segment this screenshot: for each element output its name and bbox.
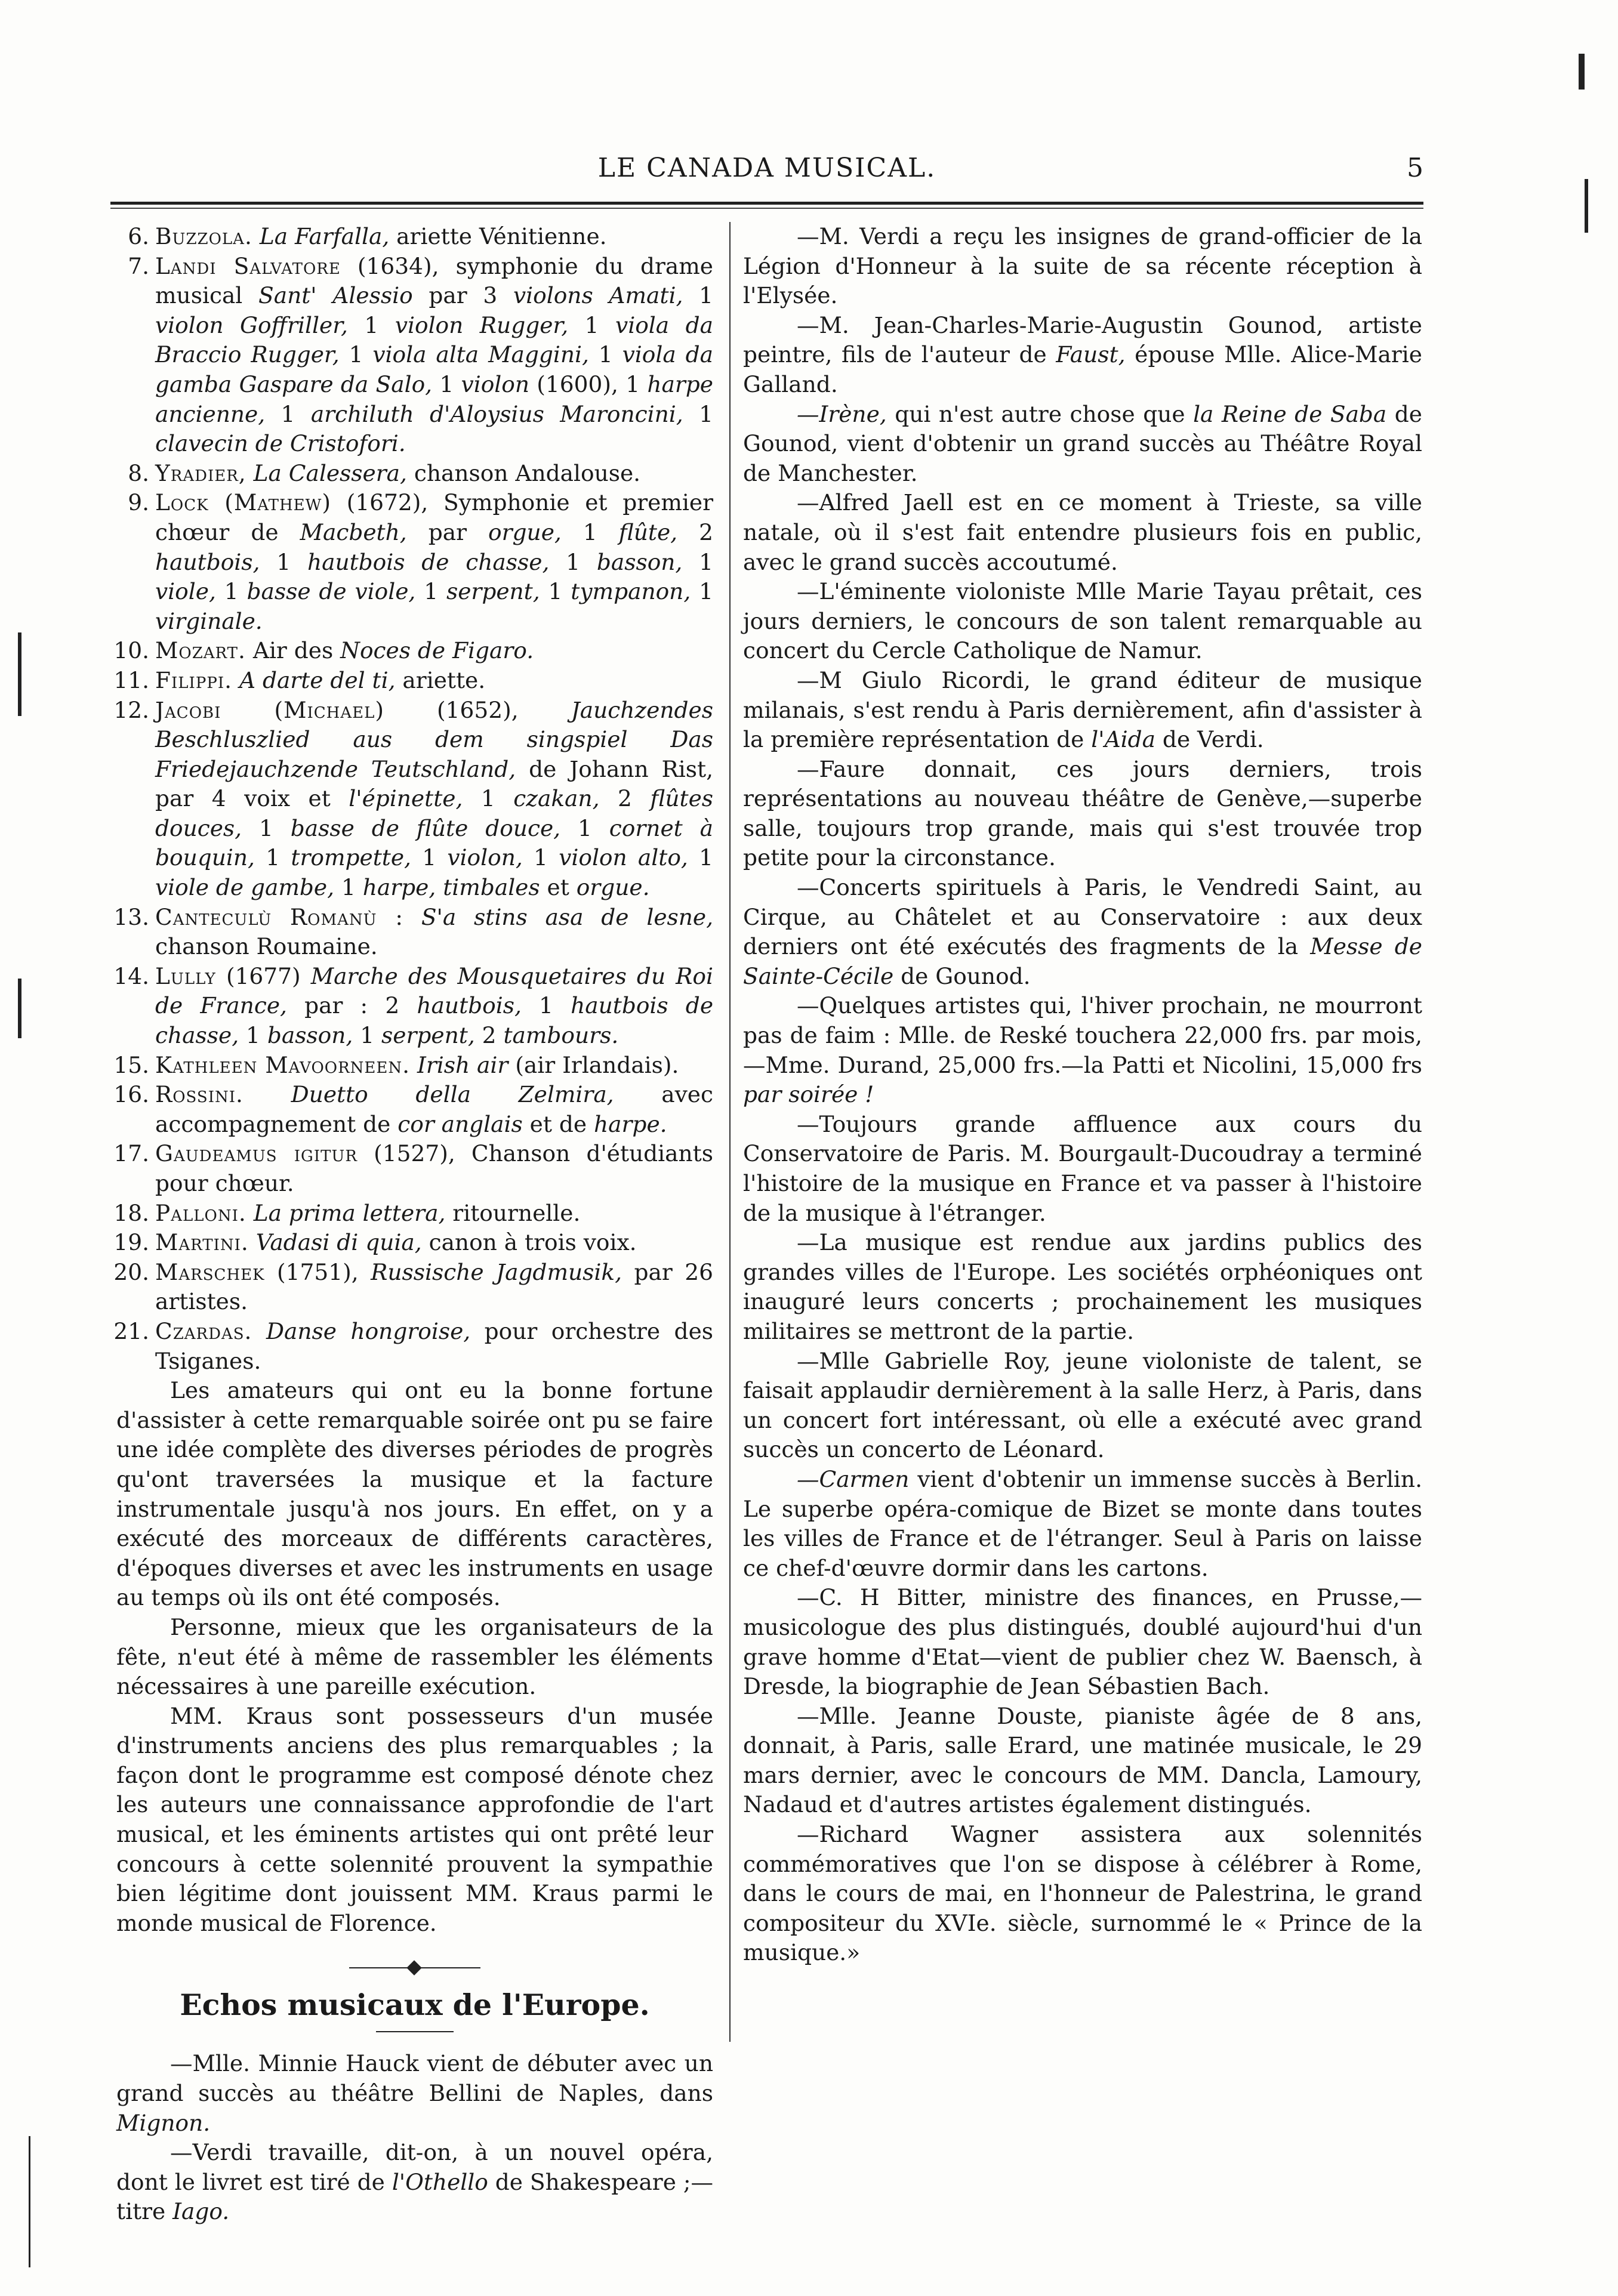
italic-text: orgue. (576, 874, 650, 901)
italic-text: hautbois, (155, 548, 260, 575)
italic-text: Danse hongroise, (266, 1317, 471, 1344)
composer-name: Filippi. (155, 666, 233, 693)
composer-name: Martini. (155, 1229, 249, 1256)
italic-text: cornet à bouquin, (155, 814, 713, 871)
left-column (113, 222, 714, 2227)
composer-name: Gaudeamus igitur (155, 1140, 357, 1167)
italic-text: harpe. (594, 1110, 667, 1137)
italic-text: l'épinette, (349, 785, 463, 812)
italic-text: Sant' Alessio (258, 282, 413, 309)
program-item-number: 19. (113, 1229, 149, 1256)
italic-text: virginale. (155, 607, 263, 634)
echo-item (743, 488, 1422, 577)
echo-item (743, 311, 1422, 400)
program-item (113, 1080, 713, 1139)
text-run: 1 (265, 400, 311, 427)
text-run: 1 (353, 1022, 382, 1049)
text-run: par 26 artistes. (155, 1258, 713, 1315)
italic-text: par soirée ! (743, 1081, 874, 1108)
echo-item (743, 1465, 1422, 1583)
echo-item (743, 1228, 1422, 1346)
echo-item (743, 1820, 1422, 1968)
italic-text: Macbeth, (300, 519, 407, 545)
text-run: 1 (691, 578, 713, 605)
italic-text: archiluth d'Aloysius Maroncini, (310, 400, 683, 427)
text-run: ritournelle. (445, 1199, 581, 1226)
italic-text: viola alta Maggini, (372, 341, 589, 368)
program-item (113, 962, 714, 1051)
text-run (232, 667, 239, 693)
text-run: 1 (561, 519, 619, 545)
italic-text: l'Aida (1091, 726, 1156, 753)
scan-mark (18, 979, 21, 1038)
italic-text: hautbois de chasse, (155, 992, 714, 1049)
text-run: —L'éminente violoniste Mlle Marie Tayau prêtait, ces jours derniers, le concours de son talent remarquable au concert du Cercle Catholique de Namur. (743, 578, 1422, 664)
program-item-number: 16. (113, 1081, 149, 1108)
text-run: 1 (549, 548, 597, 575)
text-run: —Alfred Jaell est en ce moment à Trieste, sa ville natale, où il s'est fait entendre plusieurs fois en public, avec le grand succès accoutumé. (743, 489, 1422, 575)
echo-item (743, 1583, 1422, 1701)
program-item (113, 1228, 713, 1258)
text-run: (1652), (384, 696, 571, 723)
text-run (252, 223, 260, 249)
text-run: 1 (347, 311, 395, 338)
text-run: —M. Verdi a reçu les insignes de grand-officier de la Légion d'Honneur à la suite de sa récente réception à l'Elysée. (743, 223, 1422, 309)
text-run: épouse Mlle. Alice-Marie Galland. (743, 341, 1422, 397)
text-run: (1527), Chanson d'étudiants pour chœur. (155, 1140, 713, 1196)
program-item-number: 21. (113, 1317, 149, 1344)
italic-text: harpe ancienne, (155, 371, 713, 427)
text-run: par : 2 (286, 992, 417, 1019)
composer-name: Czardas. (155, 1317, 252, 1344)
text-run: pour orchestre des Tsiganes. (155, 1317, 713, 1374)
column-divider (729, 222, 731, 2042)
italic-text: harpe, timbales (362, 874, 540, 901)
italic-text: czakan, (513, 785, 600, 812)
program-item (113, 636, 713, 666)
italic-text: A darte del ti, (239, 666, 396, 693)
text-run: et de (522, 1110, 594, 1137)
section-title: Echos musicaux de l'Europe. (180, 1988, 650, 2023)
program-item-number: 9. (128, 489, 149, 516)
text-run: 1 (411, 844, 448, 871)
text-run: 1 (260, 548, 307, 575)
composer-name: Buzzola. (155, 223, 252, 249)
echos-left (116, 2049, 713, 2227)
program-item-number: 15. (113, 1051, 149, 1078)
composer-name: Landi Salvatore (155, 252, 341, 279)
italic-text: La prima lettera, (253, 1199, 446, 1226)
program-item (116, 459, 713, 489)
program-item (116, 252, 713, 459)
italic-text: viola da Braccio Rugger, (155, 311, 713, 368)
program-item (113, 1199, 713, 1229)
text-run: 2 (677, 519, 713, 545)
text-run: chanson Andalouse. (406, 459, 641, 486)
text-run: 1 (339, 341, 373, 368)
program-item-number: 14. (113, 962, 149, 989)
program-item (113, 1051, 713, 1081)
text-run: 1 (522, 844, 559, 871)
text-run: 1 (521, 992, 571, 1019)
section-ornament (349, 1962, 480, 1974)
text-run: (1751), (264, 1258, 371, 1285)
text-run: 1 (415, 578, 446, 605)
text-run: —Mlle. Jeanne Douste, pianiste âgée de 8 ans, donnait, à Paris, salle Erard, une matinée musicale, le 29 mars dernier, avec le concours de MM. Dancla, Lamoury, Nadaud et d'autres artistes également distingués. (743, 1702, 1422, 1818)
text-run: —Faure donnait, ces jours derniers, trois représentations au nouveau théâtre de Genève,—superbe salle, toujours trop grande, mais qui s'est trouvée trop petite pour la circonstance. (743, 755, 1422, 871)
text-run: —C. H Bitter, ministre des finances, en Prusse,—musicologue des plus distingués, doublé aujourd'hui d'un grave homme d'Etat—vient de publier chez W. Baensch, à Dresde, la biographie de Jean Sébastien Bach. (743, 1584, 1422, 1700)
echo-item (743, 873, 1422, 991)
text-run: —Toujours grande affluence aux cours du Conservatoire de Paris. M. Bourgault-Ducoudray a terminé l'histoire de la musique en France et va passer à l'histoire de la musique à l'étranger. (743, 1110, 1422, 1226)
echo-item (743, 755, 1422, 873)
text-run: (1677) (215, 962, 311, 989)
echo-item (743, 1702, 1422, 1820)
italic-text: tambours. (503, 1022, 619, 1049)
concert-program-list (113, 222, 714, 1376)
italic-text: cor anglais (397, 1110, 523, 1137)
text-run: vient d'obtenir un immense succès à Berlin. Le superbe opéra-comique de Bizet se monte dans toutes les villes de France et de l'étranger. Seul à Paris on laisse ce chef-d'œuvre dormir dans les cartons. (743, 1465, 1422, 1581)
text-run (244, 1081, 291, 1107)
echo-item (743, 222, 1422, 311)
program-item-number: 7. (128, 252, 149, 279)
text-run: (1600), 1 (529, 371, 648, 397)
text-run (252, 1318, 266, 1344)
italic-text: hautbois, (417, 992, 522, 1019)
text-run: —M. Jean-Charles-Marie-Augustin Gounod, artiste peintre, fils de l'auteur de (743, 311, 1422, 368)
italic-text: orgue, (488, 519, 562, 545)
text-run: 1 (432, 371, 461, 397)
echos-right (743, 222, 1422, 1968)
program-item-number: 13. (113, 903, 149, 930)
text-run: 2 (474, 1022, 504, 1049)
text-run: de Verdi. (1155, 726, 1264, 753)
text-run: (1634), symphonie du drame musical (155, 252, 713, 309)
program-item (113, 903, 714, 962)
composer-name: Lock (Mathew) (155, 489, 331, 516)
composer-name: Mozart. (155, 637, 246, 664)
echo-item (743, 1347, 1422, 1465)
program-item-number: 20. (113, 1258, 149, 1285)
text-run: chanson Roumaine. (155, 933, 378, 960)
composer-name: Palloni. (155, 1199, 246, 1226)
text-run: 1 (683, 400, 713, 427)
program-item (113, 666, 713, 696)
text-run: ariette. (395, 666, 486, 693)
italic-text: Russische Jagdmusik, (371, 1258, 622, 1285)
program-item (113, 1258, 713, 1317)
concert-review (116, 1376, 713, 1938)
italic-text: S'a stins asa de lesne, (421, 903, 714, 930)
italic-text: Marche des Mousquetaires du Roi de France, (155, 962, 713, 1019)
text-run: —Quelques artistes qui, l'hiver prochain, ne mourront pas de faim : Mlle. de Reské touchera 22,000 frs. par mois,—Mme. Durand, 25,000 frs.—la Patti et Nicolini, 15,000 frs (743, 992, 1422, 1078)
text-run: 1 (242, 814, 291, 841)
text-run: 1 (688, 844, 713, 871)
text-run: —Mlle. Minnie Hauck vient de débuter avec un grand succès au théâtre Bellini de Naples, dans (116, 2050, 713, 2107)
text-run: 1 (540, 578, 571, 605)
italic-text: Mignon. (116, 2109, 211, 2136)
scan-mark (29, 2136, 30, 2267)
scan-mark (1579, 54, 1585, 90)
italic-text: violon alto, (559, 844, 688, 871)
text-run: canon à trois voix. (421, 1229, 637, 1256)
italic-text: La Farfalla, (259, 223, 390, 249)
journal-title: LE CANADA MUSICAL. (597, 153, 936, 183)
composer-name: Lully (155, 962, 216, 989)
text-run: 1 (568, 311, 616, 338)
italic-text: La Calessera, (253, 459, 407, 486)
text-run: 1 (463, 785, 514, 812)
italic-text: clavecin de Cristofori. (155, 430, 406, 457)
text-run: (1672), Symphonie et premier chœur de (155, 489, 714, 545)
italic-text: Jauchzendes Beschluszlied aus dem singspiel Das Friedejauchzende Teutschland, (155, 696, 713, 782)
text-run (410, 1052, 417, 1078)
composer-name: Kathleen Mavoorneen. (155, 1051, 411, 1078)
text-run: ariette Vénitienne. (389, 223, 607, 249)
text-run: par 3 (412, 282, 513, 309)
scan-mark (18, 632, 21, 716)
italic-text: viole de gambe, (155, 874, 335, 901)
italic-text: Duetto della Zelmira, (291, 1081, 614, 1108)
italic-text: violon (461, 371, 530, 397)
section-title-rule (376, 2031, 454, 2032)
italic-text: violon Rugger, (395, 311, 569, 338)
program-item (113, 1139, 713, 1198)
italic-text: la Reine de Saba (1193, 400, 1387, 427)
echo-item (743, 666, 1422, 755)
text-run: —Verdi travaille, dit-on, à un nouvel opéra, dont le livret est tiré de (116, 2139, 713, 2195)
echo-item (743, 400, 1422, 489)
text-run: 1 (588, 341, 622, 368)
text-run: qui n'est autre chose que (886, 400, 1194, 427)
text-run: par (406, 519, 489, 545)
italic-text: Vadasi di quia, (255, 1229, 422, 1256)
italic-text: trompette, (291, 844, 411, 871)
text-run: de Shakespeare ;—titre (116, 2168, 713, 2225)
italic-text: tympanon, (571, 578, 691, 605)
text-run: 1 (682, 548, 713, 575)
text-run: —Richard Wagner assistera aux solennités commémoratives que l'on se dispose à célébrer à Rome, dans le cours de mai, en l'honneur de Palestrina, le grand compositeur du XVIe. siècle, surnommé le « Prince de la musique.» (743, 1821, 1422, 1966)
text-run (246, 460, 254, 486)
text-run: 1 (560, 814, 609, 841)
italic-text: basse de flûte douce, (290, 814, 561, 841)
echo-item (116, 2049, 713, 2138)
text-run: —Concerts spirituels à Paris, le Vendredi Saint, au Cirque, au Châtelet et au Conservatoire : aux deux derniers ont été exécutés des fragments de la (743, 874, 1422, 960)
italic-text: Faust, (1056, 341, 1126, 368)
italic-text: serpent, (446, 578, 540, 605)
italic-text: Messe de Sainte-Cécile (743, 933, 1422, 989)
text-run: —Mlle Gabrielle Roy, jeune violoniste de talent, se faisait applaudir dernièrement à la salle Herz, à Paris, dans un concert fort intéressant, où elle a exécuté avec grand succès un concerto de Léonard. (743, 1347, 1422, 1463)
italic-text: flûte, (618, 519, 678, 545)
composer-name: Rossini. (155, 1081, 244, 1108)
italic-text: serpent, (381, 1022, 475, 1049)
header-rule (110, 202, 1423, 205)
text-run (249, 1229, 256, 1255)
italic-text: violon, (447, 844, 523, 871)
page-number: 5 (1407, 153, 1423, 183)
composer-name: Jacobi (Michael) (155, 696, 384, 723)
program-item-number: 18. (113, 1199, 149, 1226)
italic-text: viole, (155, 578, 216, 605)
program-item (116, 488, 713, 636)
italic-text: violons Amati, (513, 282, 683, 309)
text-run: et (540, 874, 577, 901)
italic-text: —Carmen (797, 1465, 910, 1492)
text-run: 1 (334, 874, 363, 901)
text-run: 2 (599, 785, 651, 812)
italic-text: basson, (267, 1022, 353, 1049)
text-run: —M Giulo Ricordi, le grand éditeur de musique milanais, s'est rendu à Paris dernièrement, afin d'assister à la première représentation de (743, 666, 1422, 753)
italic-text: Noces de Figaro. (340, 637, 534, 664)
page-header (110, 148, 1423, 190)
italic-text: l'Othello (392, 2168, 488, 2195)
composer-name: Canteculù Romanù : (155, 903, 403, 930)
text-run: 1 (239, 1022, 267, 1049)
program-item (116, 222, 713, 252)
program-item-number: 12. (113, 696, 149, 723)
text-run: —La musique est rendue aux jardins publics des grandes villes de l'Europe. Les sociétés orphéoniques ont inauguré leurs concerts ; prochainement les musiques militaires se mettront de la partie. (743, 1229, 1422, 1344)
italic-text: basson, (596, 548, 683, 575)
text-run: 1 (254, 844, 291, 871)
italic-text: hautbois de chasse, (307, 548, 550, 575)
program-item-number: 10. (113, 637, 149, 664)
echo-item (116, 2138, 713, 2227)
italic-text: viola da gamba Gaspare da Salo, (155, 341, 713, 397)
paragraph: Les amateurs qui ont eu la bonne fortune d'assister à cette remarquable soirée ont pu se faire une idée complète des diverses périodes de progrès qu'ont traversées la musique et la facture instrumentale jusqu'à nos jours. En effet, on y a exécuté des morceaux de différents caractères, d'époques diverses et avec les instruments en usage au temps où ils ont été composés. (116, 1377, 713, 1611)
text-run: Air des (245, 637, 341, 664)
italic-text: —Irène, (797, 400, 887, 427)
text-run: avec accompagnement de (155, 1081, 713, 1137)
echo-item (743, 1110, 1422, 1228)
text-run: 1 (215, 578, 247, 605)
program-item (113, 1317, 713, 1376)
program-item-number: 11. (113, 666, 149, 693)
text-run (246, 1200, 254, 1226)
text-run: de Gounod. (893, 962, 1031, 989)
program-item-number: 6. (128, 223, 149, 249)
scan-mark (1585, 179, 1588, 233)
program-item-number: 17. (113, 1140, 149, 1167)
italic-text: flûtes douces, (155, 785, 714, 841)
text-run: 1 (683, 282, 713, 309)
right-column (743, 222, 1422, 1968)
italic-text: Iago. (172, 2198, 230, 2225)
program-item-number: 8. (128, 459, 149, 486)
header-rule-thin (110, 208, 1423, 209)
composer-name: Marschek (155, 1258, 265, 1285)
italic-text: Irish air (417, 1051, 508, 1078)
italic-text: basse de viole, (246, 578, 416, 605)
italic-text: violon Goffriller, (155, 311, 348, 338)
program-item (113, 696, 714, 903)
echo-item (743, 991, 1422, 1109)
composer-name: Yradier, (155, 459, 246, 486)
paragraph: Personne, mieux que les organisateurs de la fête, n'eut été à même de rassembler les éléments nécessaires à une pareille exécution. (116, 1613, 713, 1700)
echo-item (743, 577, 1422, 666)
text-run: de Johann Rist, par 4 voix et (155, 755, 713, 812)
text-run: (air Irlandais). (508, 1051, 679, 1078)
paragraph: MM. Kraus sont possesseurs d'un musée d'instruments anciens des plus remarquables ; la façon dont le programme est composé dénote chez les auteurs une connaissance approfondie de l'art musical, et les éminents artistes qui ont prêté leur concours à cette solennité prouvent la sympathie bien légitime dont jouissent MM. Kraus parmi le monde musical de Florence. (116, 1702, 713, 1936)
text-run: de Gounod, vient d'obtenir un grand succès au Théâtre Royal de Manchester. (743, 400, 1422, 486)
text-run (403, 904, 421, 930)
